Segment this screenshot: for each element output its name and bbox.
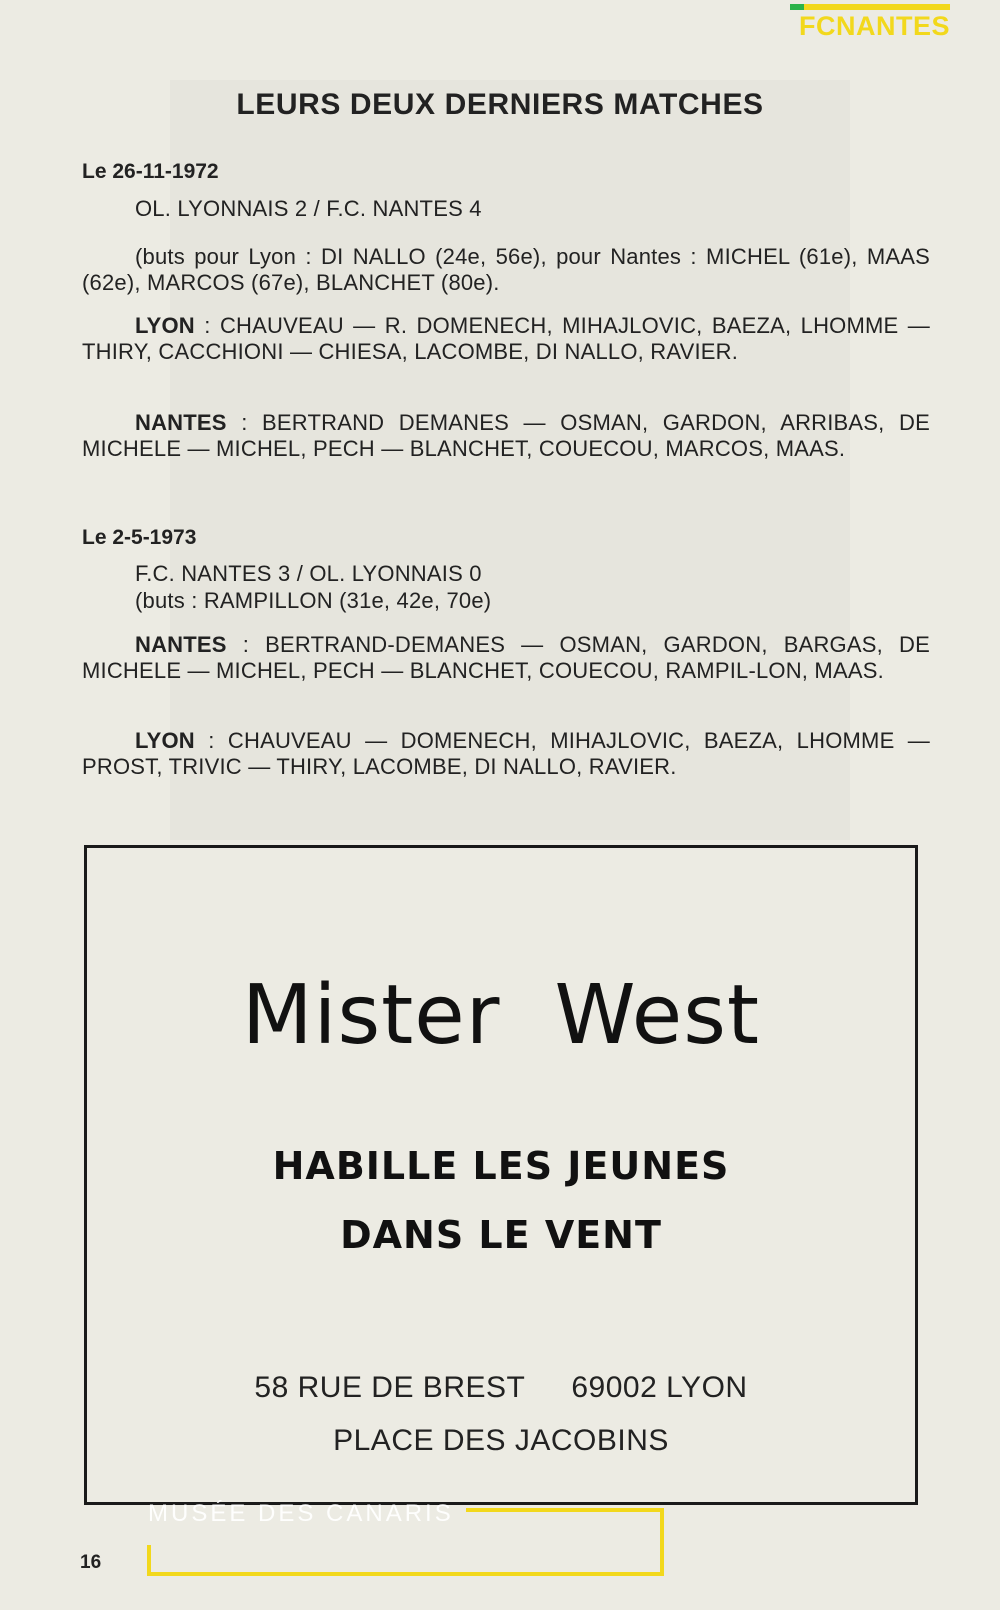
match2-lineup-nantes: [82, 632, 930, 684]
fcnantes-watermark: [790, 4, 950, 42]
match1-lineup-lyon: [82, 313, 930, 365]
ad-address-line: [87, 1371, 915, 1405]
ad-tagline-2: DANS LE VENT: [340, 1213, 662, 1257]
match2-score: F.C. NANTES 3 / OL. LYONNAIS 0: [135, 561, 482, 586]
match1-lineup-nantes: [82, 410, 930, 462]
museum-frame-left: [147, 1545, 151, 1576]
ad-brand-word2: West: [554, 968, 761, 1063]
match1-lineup-lyon-players: : CHAUVEAU — R. DOMENECH, MIHAJLOVIC, BAEZA, LHOMME — THIRY, CACCHIONI — CHIESA, LACOMBE, DI NALLO, RAVIER.: [82, 313, 930, 364]
mister-west-advertisement: [84, 845, 918, 1505]
match2-lineup-nantes-players: : BERTRAND-DEMANES — OSMAN, GARDON, BARGAS, DE MICHELE — MICHEL, PECH — BLANCHET, COUECOU, RAMPIL-LON, MAAS.: [82, 632, 930, 683]
match1-lineup-nantes-team: NANTES: [135, 410, 227, 435]
ad-brand-word1: Mister: [241, 968, 501, 1063]
watermark-yellow-bar: [804, 4, 950, 10]
watermark-green-bar: [790, 4, 804, 10]
match2-lineup-lyon: [82, 728, 930, 780]
ad-address-street: 58 RUE DE BREST: [254, 1371, 526, 1404]
match2-lineup-lyon-players: : CHAUVEAU — DOMENECH, MIHAJLOVIC, BAEZA, LHOMME — PROST, TRIVIC — THIRY, LACOMBE, DI NALLO, RAVIER.: [82, 728, 930, 779]
match2-lineup-lyon-team: LYON: [135, 728, 195, 753]
watermark-bars: [790, 4, 950, 10]
watermark-text: FCNANTES: [799, 11, 950, 41]
page-title: LEURS DEUX DERNIERS MATCHES: [236, 88, 764, 121]
ad-tagline-1: HABILLE LES JEUNES: [272, 1144, 730, 1188]
match1-date: Le 26-11-1972: [82, 160, 219, 183]
museum-frame-top: [466, 1508, 664, 1512]
match2-lineup-nantes-team: NANTES: [135, 632, 227, 657]
ad-brand: [87, 968, 915, 1063]
match1-lineup-nantes-players: : BERTRAND DEMANES — OSMAN, GARDON, ARRIBAS, DE MICHELE — MICHEL, PECH — BLANCHET, COUECOU, MARCOS, MAAS.: [82, 410, 930, 461]
museum-frame-right: [660, 1508, 664, 1576]
ad-address-city: 69002 LYON: [571, 1371, 748, 1404]
museum-frame-bottom: [147, 1572, 664, 1576]
museum-watermark: MUSÉE DES CANARIS: [148, 1500, 454, 1527]
match2-goals: (buts : RAMPILLON (31e, 42e, 70e): [135, 588, 492, 613]
match1-score: OL. LYONNAIS 2 / F.C. NANTES 4: [135, 196, 482, 221]
match1-goals: (buts pour Lyon : DI NALLO (24e, 56e), pour Nantes : MICHEL (61e), MAAS (62e), MARCOS (67e), BLANCHET (80e).: [82, 244, 930, 295]
match1-lineup-lyon-team: LYON: [135, 313, 195, 338]
page-number: 16: [80, 1552, 102, 1573]
ad-address-place: PLACE DES JACOBINS: [333, 1424, 669, 1457]
match2-date: Le 2-5-1973: [82, 526, 197, 549]
